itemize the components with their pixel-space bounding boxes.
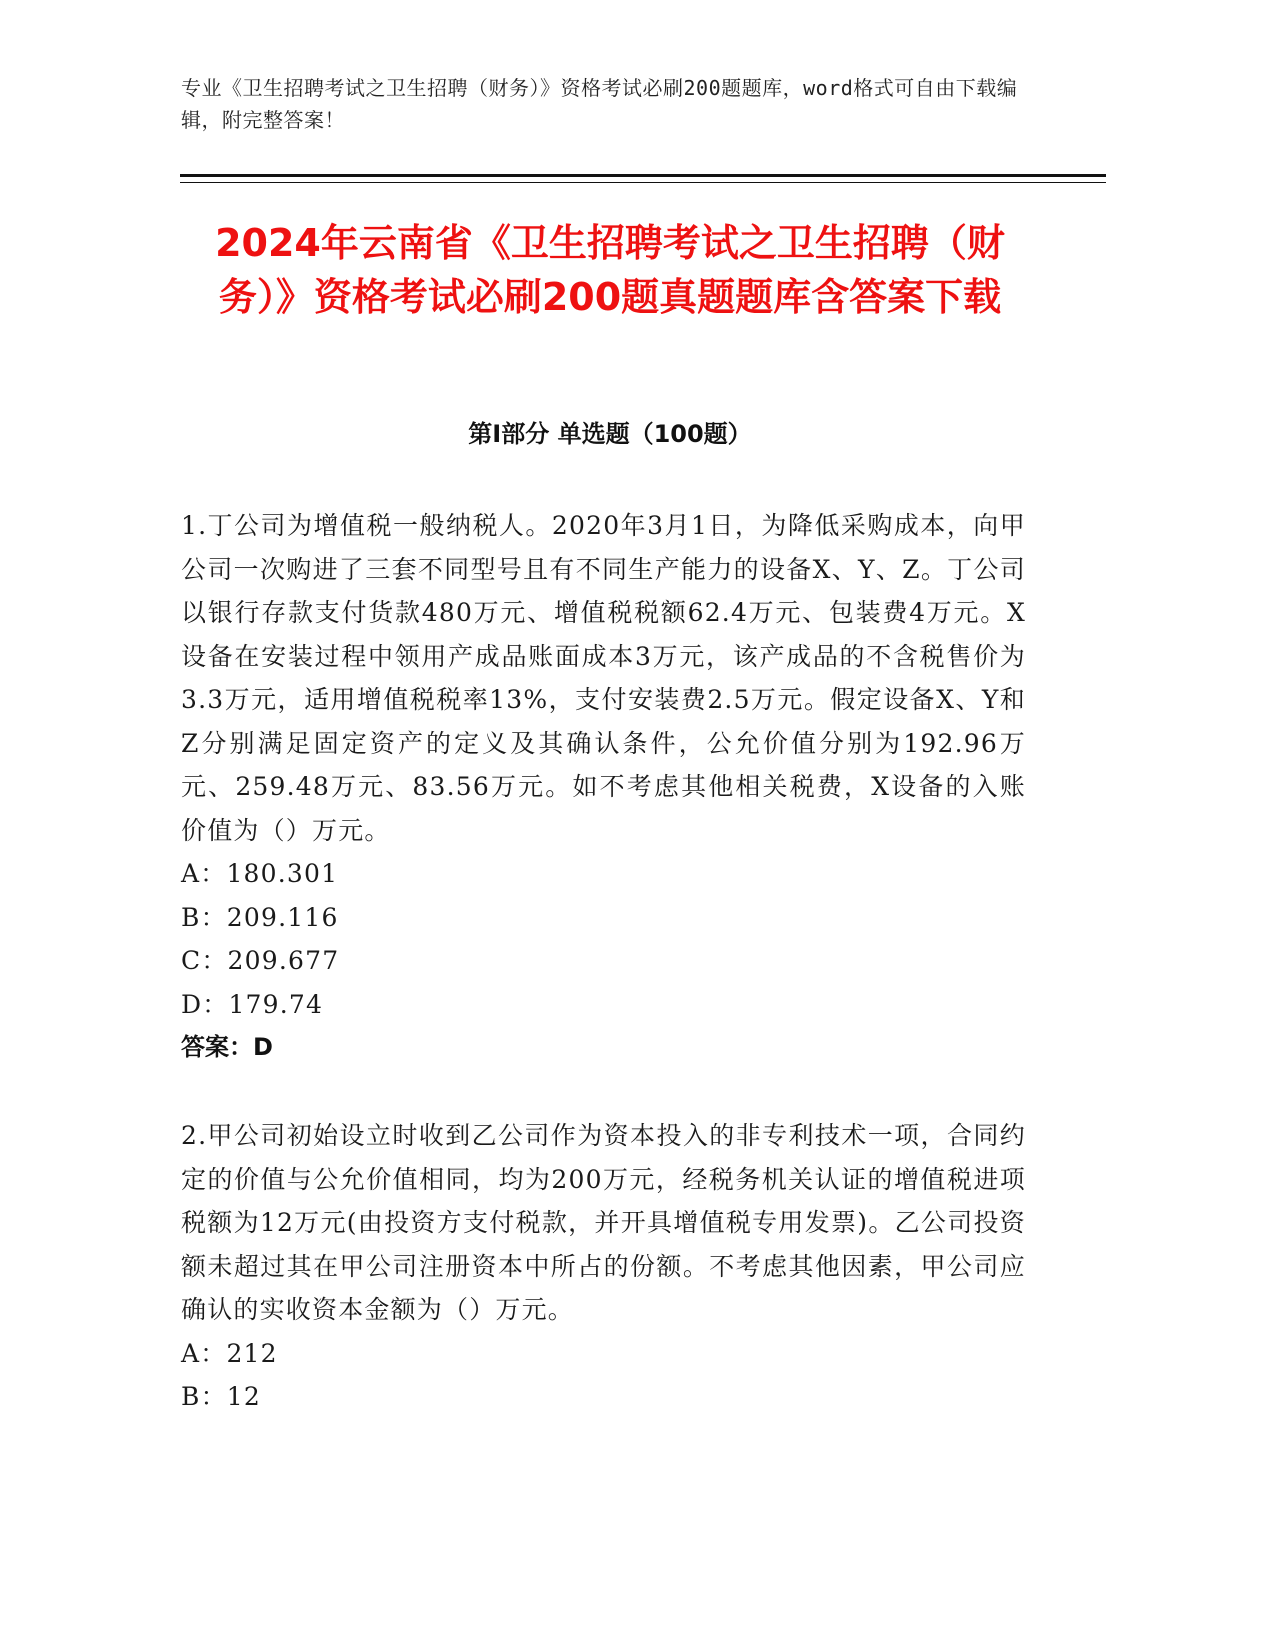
question-stem: 2.甲公司初始设立时收到乙公司作为资本投入的非专利技术一项，合同约定的价值与公允价值相同，均为200万元，经税务机关认证的增值税进项税额为12万元(由投资方支付税款，并开具增值税专用发票)。乙公司投资额未超过其在甲公司注册资本中所占的份额。不考虑其他因素，甲公司应确认的实收资本金额为（）万元。 [181, 1121, 1026, 1324]
option-c: C：209.677 [181, 946, 340, 975]
option-d: D：179.74 [181, 989, 324, 1019]
question-stem: 1.丁公司为增值税一般纳税人。2020年3月1日，为降低采购成本，向甲公司一次购进了三套不同型号且有不同生产能力的设备X、Y、Z。丁公司以银行存款支付货款480万元、增值税税额62.4万元、包装费4万元。X设备在安装过程中领用产成品账面成本3万元，该产成品的不含税售价为3.3万元，适用增值税税率13%，支付安装费2.5万元。假定设备X、Y和Z分别满足固定资产的定义及其确认条件，公允价值分别为192.96万元、259.48万元、83.56万元。如不考虑其他相关税费，X设备的入账价值为（）万元。 [181, 511, 1026, 845]
header-note: 专业《卫生招聘考试之卫生招聘（财务）》资格考试必刷200题题库，word格式可自由下载编辑，附完整答案！ [181, 76, 1018, 132]
option-b: B：209.116 [181, 902, 339, 932]
option-a: A：212 [181, 1338, 278, 1368]
document-title: 2024年云南省《卫生招聘考试之卫生招聘（财务）》资格考试必刷200题真题题库含答案下载 [215, 221, 1005, 319]
section-heading: 第I部分 单选题（100题） [468, 420, 752, 448]
option-a: A：180.301 [181, 859, 339, 888]
option-b: B：12 [181, 1382, 261, 1411]
question-2 [181, 1114, 1026, 1419]
header-rule-thick [180, 174, 1106, 177]
question-1 [181, 504, 1026, 1070]
answer-label: 答案：D [181, 1033, 273, 1061]
header-rule-thin [180, 182, 1106, 183]
